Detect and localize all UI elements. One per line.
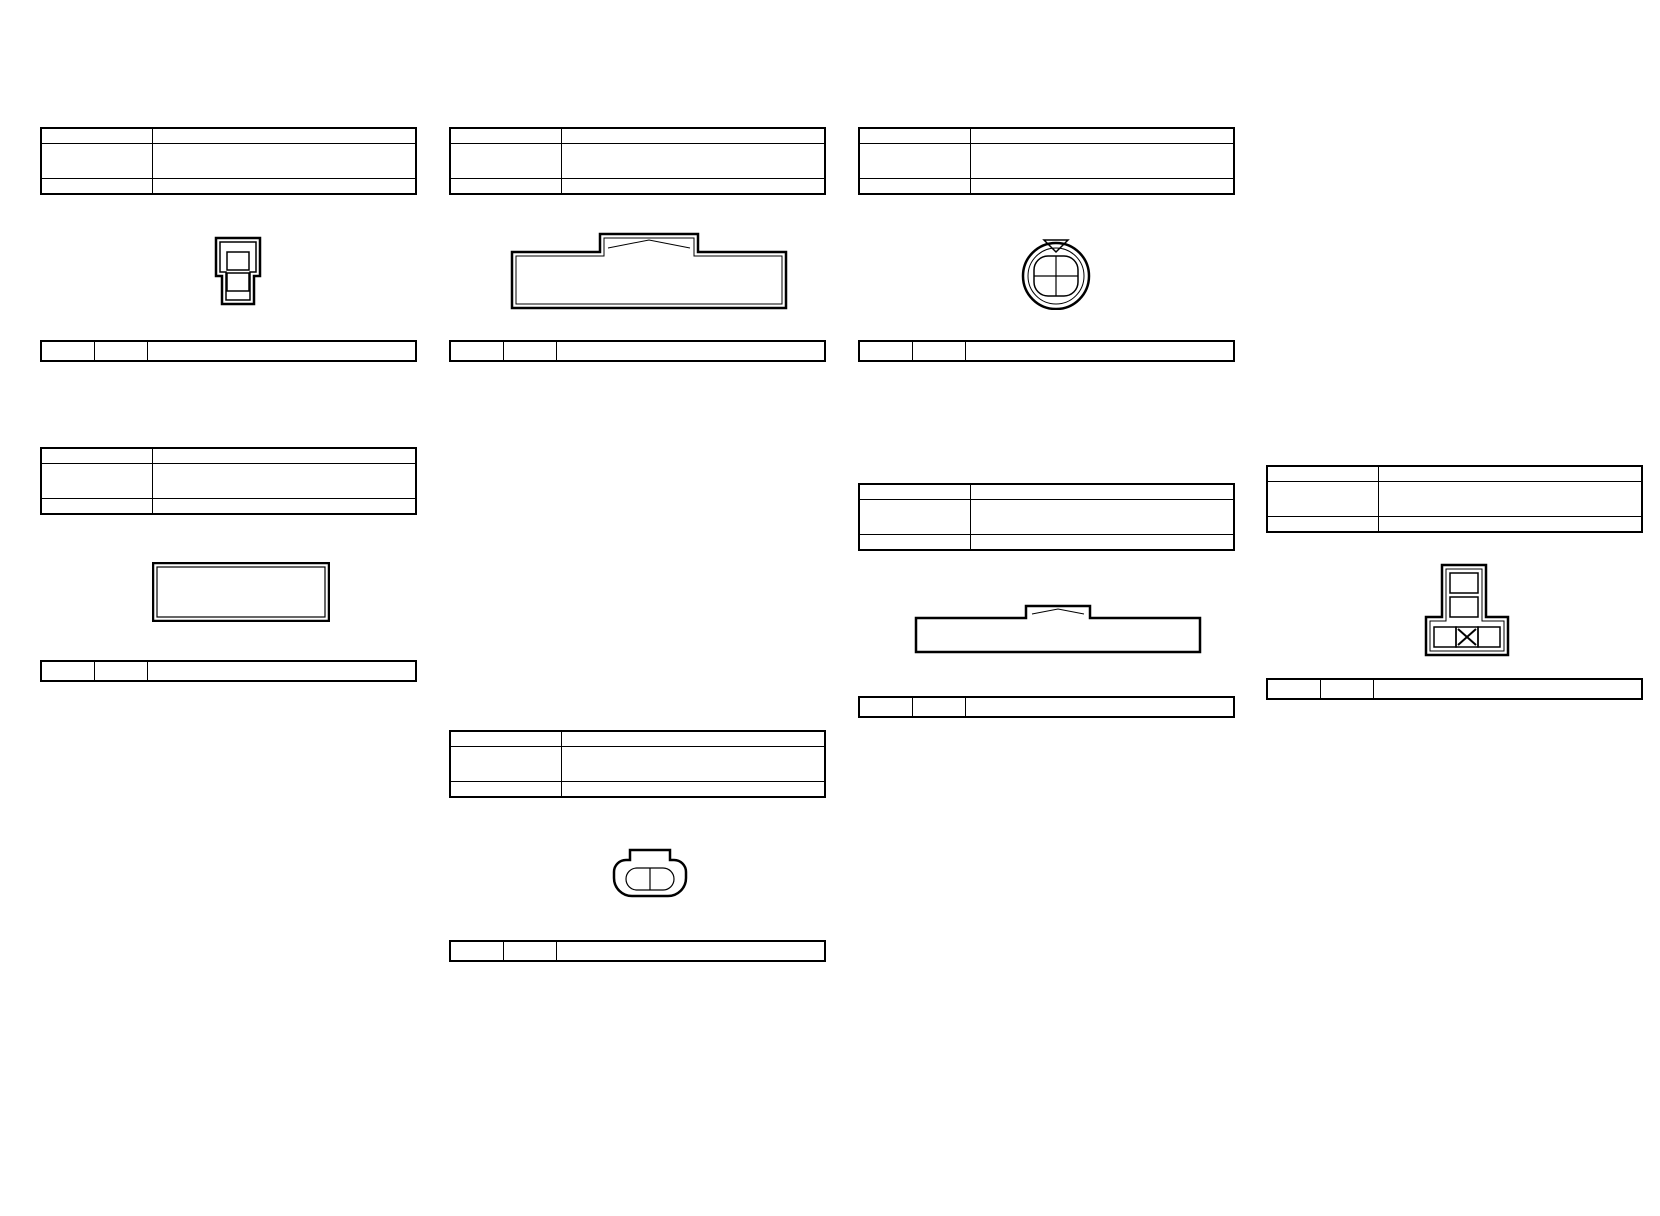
connector-type-label <box>859 535 971 551</box>
connector-no-value <box>1379 466 1643 482</box>
connector-b36 <box>449 730 826 798</box>
connector-name-value <box>562 747 826 782</box>
terminal-table <box>40 660 417 682</box>
connector-b38-header <box>858 127 1235 195</box>
connector-type-label <box>859 179 971 195</box>
connector-no-value <box>153 128 417 144</box>
hs-icon <box>449 206 501 258</box>
signal-name-header <box>966 697 1235 717</box>
connector-b36-face <box>612 848 688 905</box>
connector-type-value <box>971 179 1235 195</box>
connector-b38-face <box>1018 236 1094 315</box>
hs-icon <box>449 810 501 862</box>
connector-no-label <box>859 484 971 500</box>
connector-name-label <box>41 464 153 499</box>
color-of-wire-header <box>504 941 557 961</box>
connector-b8 <box>40 447 417 515</box>
connector-name-value <box>971 144 1235 179</box>
terminal-no-header <box>859 697 913 717</box>
connector-no-value <box>153 448 417 464</box>
connector-type-value <box>153 499 417 515</box>
terminal-no-header <box>859 341 913 361</box>
terminal-table <box>40 340 417 362</box>
connector-b8-header <box>40 447 417 515</box>
signal-name-header <box>1374 679 1643 699</box>
connector-type-value <box>562 782 826 798</box>
terminal-table <box>858 696 1235 718</box>
connector-no-value <box>971 128 1235 144</box>
connector-type-label <box>41 499 153 515</box>
connector-b3-face <box>210 236 266 313</box>
signal-name-header <box>148 341 417 361</box>
terminal-table <box>858 340 1235 362</box>
connector-b44-terminals <box>858 696 1235 718</box>
signal-name-header <box>557 341 826 361</box>
hs-icon <box>0 562 52 614</box>
connector-type-label <box>1267 517 1379 533</box>
color-of-wire-header <box>1321 679 1374 699</box>
connector-no-value <box>562 128 826 144</box>
connector-no-label <box>1267 466 1379 482</box>
connector-b44-face <box>914 604 1202 659</box>
connector-no-label <box>450 128 562 144</box>
terminal-no-header <box>450 341 504 361</box>
connector-name-value <box>1379 482 1643 517</box>
connector-b8-face <box>152 562 330 627</box>
color-of-wire-header <box>95 661 148 681</box>
connector-type-label <box>41 179 153 195</box>
connector-name-label <box>1267 482 1379 517</box>
connector-no-value <box>971 484 1235 500</box>
terminal-table <box>449 940 826 962</box>
hs-icon <box>1266 544 1318 596</box>
connector-name-value <box>153 464 417 499</box>
connector-no-value <box>562 731 826 747</box>
connector-name-value <box>562 144 826 179</box>
connector-b3-terminals <box>40 340 417 362</box>
color-of-wire-header <box>95 341 148 361</box>
connector-no-label <box>41 128 153 144</box>
color-of-wire-header <box>913 341 966 361</box>
connector-b44-header <box>858 483 1235 551</box>
connector-b8-terminals <box>40 660 417 682</box>
connector-name-label <box>859 500 971 535</box>
connector-b38 <box>858 127 1235 195</box>
connector-name-value <box>971 500 1235 535</box>
connector-type-label <box>450 179 562 195</box>
hs-icon <box>40 206 92 258</box>
connector-name-label <box>450 144 562 179</box>
connector-b36-terminals <box>449 940 826 962</box>
connector-no-label <box>450 731 562 747</box>
connector-b53 <box>1266 465 1643 533</box>
connector-b14-terminals <box>449 340 826 362</box>
connector-name-label <box>41 144 153 179</box>
signal-name-header <box>148 661 417 681</box>
terminal-no-header <box>41 661 95 681</box>
connector-b38-terminals <box>858 340 1235 362</box>
color-of-wire-header <box>913 697 966 717</box>
connector-b14 <box>449 127 826 195</box>
connector-no-label <box>859 128 971 144</box>
signal-name-header <box>966 341 1235 361</box>
connector-no-label <box>41 448 153 464</box>
connector-type-label <box>450 782 562 798</box>
connector-type-value <box>971 535 1235 551</box>
connector-name-label <box>450 747 562 782</box>
terminal-no-header <box>1267 679 1321 699</box>
connector-b36-header <box>449 730 826 798</box>
connector-b14-face <box>510 232 790 315</box>
connector-b14-header <box>449 127 826 195</box>
terminal-table <box>449 340 826 362</box>
connector-name-value <box>153 144 417 179</box>
connector-b3-header <box>40 127 417 195</box>
terminal-table <box>1266 678 1643 700</box>
connector-b44 <box>858 483 1235 551</box>
hs-icon <box>858 206 910 258</box>
connector-b53-terminals <box>1266 678 1643 700</box>
connector-type-value <box>1379 517 1643 533</box>
terminal-no-header <box>41 341 95 361</box>
terminal-no-header <box>450 941 504 961</box>
connector-type-value <box>562 179 826 195</box>
signal-name-header <box>557 941 826 961</box>
color-of-wire-header <box>504 341 557 361</box>
connector-b53-header <box>1266 465 1643 533</box>
connector-b3 <box>40 127 417 195</box>
connector-type-value <box>153 179 417 195</box>
connector-name-label <box>859 144 971 179</box>
connector-b53-face <box>1424 563 1510 662</box>
